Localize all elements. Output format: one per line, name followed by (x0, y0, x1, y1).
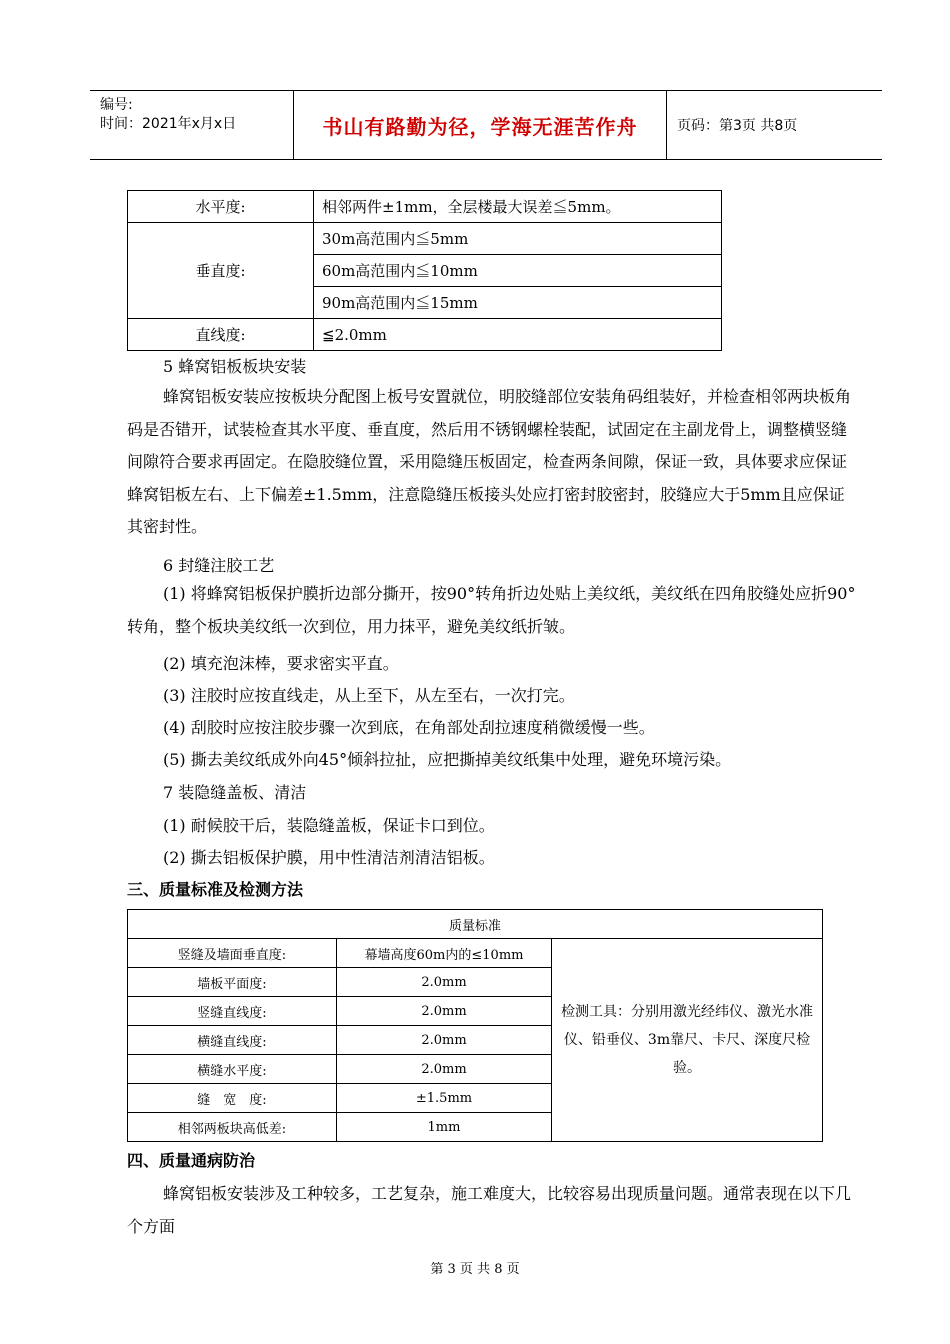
section-7-item-1: (1) 耐候胶干后，装隐缝盖板，保证卡口到位。 (163, 816, 495, 835)
section-7-title: 7 装隐缝盖板、清洁 (163, 783, 307, 802)
section-7-item-2: (2) 撕去铝板保护膜，用中性清洁剂清洁铝板。 (163, 848, 495, 867)
quality-value: 2.0mm (337, 997, 552, 1026)
page-header (90, 90, 882, 160)
table-row (128, 910, 823, 939)
row-label: 水平度: (128, 191, 314, 223)
quality-value: 2.0mm (337, 968, 552, 997)
section-6-item-1: (1) 将蜂窝铝板保护膜折边部分撕开，按90°转角折边处贴上美纹纸，美纹纸在四角胶缝处应折90°转角，整个板块美纹纸一次到位，用力抹平，避免美纹纸折皱。 (127, 584, 856, 636)
quality-item: 横缝水平度: (128, 1055, 337, 1084)
heading-3: 三、质量标准及检测方法 (127, 880, 304, 899)
time-label: 时间：2021年x月x日 (100, 116, 237, 132)
number-label: 编号: (100, 97, 133, 113)
quality-table-title: 质量标准 (128, 910, 823, 939)
quality-value: ±1.5mm (337, 1084, 552, 1113)
quality-item: 竖缝及墙面垂直度: (128, 939, 337, 968)
row-value: ≦2.0mm (314, 319, 722, 351)
section-5-body: 蜂窝铝板安装应按板块分配图上板号安置就位，明胶缝部位安装角码组装好，并检查相邻两块板角码是否错开，试装检查其水平度、垂直度，然后用不锈钢螺栓装配，试固定在主副龙骨上，调整横竖缝间隙符合要求再固定。在隐胶缝位置，采用隐缝压板固定，检查两条间隙，保证一致，具体要求应保证蜂窝铝板左右、上下偏差±1.5mm，注意隐缝压板接头处应打密封胶密封，胶缝应大于5mm且应保证其密封性。 (127, 387, 852, 536)
table-row (128, 191, 722, 223)
page-info: 页码：第3页 共8页 (677, 118, 798, 134)
row-value: 30m高范围内≦5mm (314, 223, 722, 255)
quality-value: 2.0mm (337, 1055, 552, 1084)
table-row (128, 939, 823, 968)
row-value: 60m高范围内≦10mm (314, 255, 722, 287)
quality-item: 缝 宽 度: (128, 1084, 337, 1113)
heading-4: 四、质量通病防治 (127, 1151, 256, 1170)
section-4-body: 蜂窝铝板安装涉及工种较多，工艺复杂，施工难度大，比较容易出现质量问题。通常表现在以下几个方面 (127, 1184, 852, 1236)
row-value: 90m高范围内≦15mm (314, 287, 722, 319)
quality-value: 幕墙高度60m内的≤10mm (337, 939, 552, 968)
row-label: 垂直度: (128, 223, 314, 319)
section-6-item-4: (4) 刮胶时应按注胶步骤一次到底，在角部处刮拉速度稍微缓慢一些。 (163, 718, 655, 737)
section-6-item-5: (5) 撕去美纹纸成外向45°倾斜拉扯，应把撕掉美纹纸集中处理，避免环境污染。 (163, 750, 732, 769)
quality-table (127, 909, 823, 1142)
row-label: 直线度: (128, 319, 314, 351)
table-row (128, 319, 722, 351)
quality-item: 相邻两板块高低差: (128, 1113, 337, 1142)
row-value: 相邻两件±1mm，全层楼最大误差≦5mm。 (314, 191, 722, 223)
table-row (128, 223, 722, 255)
quality-value: 2.0mm (337, 1026, 552, 1055)
page-footer: 第 3 页 共 8 页 (430, 1262, 520, 1277)
header-meta (90, 91, 294, 159)
quality-item: 墙板平面度: (128, 968, 337, 997)
quality-method: 检测工具：分别用激光经纬仪、激光水准仪、铅垂仪、3m靠尺、卡尺、深度尺检验。 (552, 939, 823, 1142)
quality-item: 竖缝直线度: (128, 997, 337, 1026)
motto: 书山有路勤为径，学海无涯苦作舟 (322, 114, 638, 139)
section-6-item-3: (3) 注胶时应按直线走，从上至下，从左至右，一次打完。 (163, 686, 575, 705)
quality-item: 横缝直线度: (128, 1026, 337, 1055)
header-page-cell (667, 91, 882, 159)
tolerance-table (127, 190, 722, 351)
section-6-title: 6 封缝注胶工艺 (163, 556, 275, 575)
header-motto-cell (294, 91, 667, 159)
section-6-item-2: (2) 填充泡沫棒，要求密实平直。 (163, 654, 399, 673)
section-5-title: 5 蜂窝铝板板块安装 (163, 357, 307, 376)
quality-value: 1mm (337, 1113, 552, 1142)
